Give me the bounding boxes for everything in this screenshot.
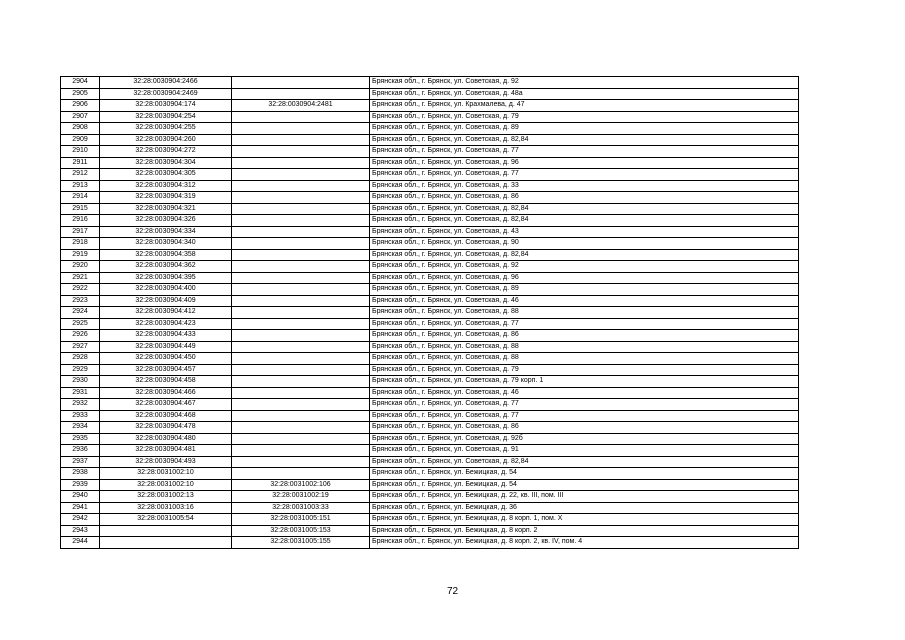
- table-row: [61, 192, 799, 204]
- table-row: [61, 491, 799, 503]
- linked-cadastral-number-cell: [232, 111, 370, 123]
- linked-cadastral-number-cell: 32:28:0031005:151: [232, 514, 370, 526]
- row-number-cell: 2942: [61, 514, 100, 526]
- cadastral-number-cell: 32:28:0030904:272: [100, 146, 232, 158]
- address-cell: Брянская обл., г. Брянск, ул. Советская, д. 86: [370, 192, 799, 204]
- cadastral-number-cell: [100, 537, 232, 549]
- row-number-cell: 2915: [61, 203, 100, 215]
- table-row: [61, 433, 799, 445]
- linked-cadastral-number-cell: [232, 433, 370, 445]
- row-number-cell: 2919: [61, 249, 100, 261]
- address-cell: Брянская обл., г. Брянск, ул. Советская, д. 92: [370, 261, 799, 273]
- cadastral-number-cell: 32:28:0030904:305: [100, 169, 232, 181]
- address-cell: Брянская обл., г. Брянск, ул. Советская, д. 33: [370, 180, 799, 192]
- table-row: [61, 123, 799, 135]
- linked-cadastral-number-cell: 32:28:0031002:19: [232, 491, 370, 503]
- table-row: [61, 203, 799, 215]
- linked-cadastral-number-cell: [232, 284, 370, 296]
- linked-cadastral-number-cell: [232, 169, 370, 181]
- row-number-cell: 2932: [61, 399, 100, 411]
- registry-table: [60, 76, 799, 549]
- row-number-cell: 2940: [61, 491, 100, 503]
- linked-cadastral-number-cell: [232, 261, 370, 273]
- linked-cadastral-number-cell: 32:28:0031005:153: [232, 525, 370, 537]
- row-number-cell: 2933: [61, 410, 100, 422]
- cadastral-number-cell: 32:28:0030904:358: [100, 249, 232, 261]
- linked-cadastral-number-cell: 32:28:0030904:2481: [232, 100, 370, 112]
- table-row: [61, 468, 799, 480]
- linked-cadastral-number-cell: [232, 318, 370, 330]
- cadastral-number-cell: 32:28:0030904:2469: [100, 88, 232, 100]
- address-cell: Брянская обл., г. Брянск, ул. Бежицкая, д. 54: [370, 479, 799, 491]
- table-row: [61, 318, 799, 330]
- cadastral-number-cell: 32:28:0030904:174: [100, 100, 232, 112]
- row-number-cell: 2931: [61, 387, 100, 399]
- page-number: 72: [446, 586, 459, 597]
- cadastral-number-cell: 32:28:0030904:400: [100, 284, 232, 296]
- row-number-cell: 2910: [61, 146, 100, 158]
- address-cell: Брянская обл., г. Брянск, ул. Советская, д. 82,84: [370, 134, 799, 146]
- address-cell: Брянская обл., г. Брянск, ул. Бежицкая, д. 8 корп. 2: [370, 525, 799, 537]
- linked-cadastral-number-cell: [232, 77, 370, 89]
- cadastral-number-cell: 32:28:0030904:450: [100, 353, 232, 365]
- linked-cadastral-number-cell: [232, 88, 370, 100]
- table-row: [61, 180, 799, 192]
- address-cell: Брянская обл., г. Брянск, ул. Советская, д. 91: [370, 445, 799, 457]
- cadastral-number-cell: 32:28:0030904:478: [100, 422, 232, 434]
- address-cell: Брянская обл., г. Брянск, ул. Советская, д. 89: [370, 284, 799, 296]
- address-cell: Брянская обл., г. Брянск, ул. Советская, д. 86: [370, 330, 799, 342]
- row-number-cell: 2906: [61, 100, 100, 112]
- table-row: [61, 479, 799, 491]
- table-row: [61, 410, 799, 422]
- table-row: [61, 88, 799, 100]
- address-cell: Брянская обл., г. Брянск, ул. Советская, д. 43: [370, 226, 799, 238]
- linked-cadastral-number-cell: [232, 249, 370, 261]
- row-number-cell: 2936: [61, 445, 100, 457]
- address-cell: Брянская обл., г. Брянск, ул. Советская, д. 48а: [370, 88, 799, 100]
- cadastral-number-cell: 32:28:0031002:10: [100, 479, 232, 491]
- linked-cadastral-number-cell: [232, 387, 370, 399]
- cadastral-number-cell: 32:28:0030904:409: [100, 295, 232, 307]
- address-cell: Брянская обл., г. Брянск, ул. Советская, д. 77: [370, 318, 799, 330]
- table-row: [61, 364, 799, 376]
- table-row: [61, 284, 799, 296]
- address-cell: Брянская обл., г. Брянск, ул. Советская, д. 86: [370, 422, 799, 434]
- row-number-cell: 2912: [61, 169, 100, 181]
- row-number-cell: 2911: [61, 157, 100, 169]
- cadastral-number-cell: 32:28:0030904:334: [100, 226, 232, 238]
- linked-cadastral-number-cell: [232, 238, 370, 250]
- cadastral-number-cell: 32:28:0030904:480: [100, 433, 232, 445]
- linked-cadastral-number-cell: [232, 410, 370, 422]
- address-cell: Брянская обл., г. Брянск, ул. Советская, д. 92б: [370, 433, 799, 445]
- address-cell: Брянская обл., г. Брянск, ул. Бежицкая, д. 54: [370, 468, 799, 480]
- cadastral-number-cell: 32:28:0030904:362: [100, 261, 232, 273]
- table-row: [61, 169, 799, 181]
- table-row: [61, 157, 799, 169]
- cadastral-number-cell: 32:28:0031002:13: [100, 491, 232, 503]
- table-row: [61, 525, 799, 537]
- table-row: [61, 215, 799, 227]
- linked-cadastral-number-cell: [232, 157, 370, 169]
- row-number-cell: 2929: [61, 364, 100, 376]
- row-number-cell: 2944: [61, 537, 100, 549]
- table-row: [61, 249, 799, 261]
- address-cell: Брянская обл., г. Брянск, ул. Советская, д. 77: [370, 169, 799, 181]
- table-row: [61, 399, 799, 411]
- cadastral-number-cell: 32:28:0030904:412: [100, 307, 232, 319]
- row-number-cell: 2925: [61, 318, 100, 330]
- table-row: [61, 514, 799, 526]
- cadastral-number-cell: 32:28:0031002:10: [100, 468, 232, 480]
- row-number-cell: 2913: [61, 180, 100, 192]
- address-cell: Брянская обл., г. Брянск, ул. Советская, д. 90: [370, 238, 799, 250]
- cadastral-number-cell: 32:28:0030904:481: [100, 445, 232, 457]
- cadastral-number-cell: 32:28:0030904:458: [100, 376, 232, 388]
- address-cell: Брянская обл., г. Брянск, ул. Советская, д. 77: [370, 399, 799, 411]
- registry-table-body: [61, 77, 799, 549]
- linked-cadastral-number-cell: [232, 307, 370, 319]
- address-cell: Брянская обл., г. Брянск, ул. Советская, д. 46: [370, 387, 799, 399]
- table-row: [61, 502, 799, 514]
- row-number-cell: 2924: [61, 307, 100, 319]
- linked-cadastral-number-cell: [232, 180, 370, 192]
- linked-cadastral-number-cell: 32:28:0031005:155: [232, 537, 370, 549]
- table-row: [61, 330, 799, 342]
- linked-cadastral-number-cell: [232, 376, 370, 388]
- row-number-cell: 2907: [61, 111, 100, 123]
- cadastral-number-cell: 32:28:0030904:312: [100, 180, 232, 192]
- table-row: [61, 226, 799, 238]
- row-number-cell: 2941: [61, 502, 100, 514]
- address-cell: Брянская обл., г. Брянск, ул. Советская, д. 46: [370, 295, 799, 307]
- linked-cadastral-number-cell: 32:28:0031002:106: [232, 479, 370, 491]
- address-cell: Брянская обл., г. Брянск, ул. Бежицкая, д. 22, кв. III, пом. III: [370, 491, 799, 503]
- linked-cadastral-number-cell: [232, 468, 370, 480]
- cadastral-number-cell: 32:28:0030904:457: [100, 364, 232, 376]
- linked-cadastral-number-cell: [232, 341, 370, 353]
- address-cell: Брянская обл., г. Брянск, ул. Советская, д. 82,84: [370, 203, 799, 215]
- row-number-cell: 2935: [61, 433, 100, 445]
- table-row: [61, 445, 799, 457]
- table-row: [61, 353, 799, 365]
- table-row: [61, 422, 799, 434]
- row-number-cell: 2927: [61, 341, 100, 353]
- linked-cadastral-number-cell: [232, 123, 370, 135]
- row-number-cell: 2943: [61, 525, 100, 537]
- linked-cadastral-number-cell: [232, 399, 370, 411]
- row-number-cell: 2928: [61, 353, 100, 365]
- cadastral-number-cell: 32:28:0030904:493: [100, 456, 232, 468]
- address-cell: Брянская обл., г. Брянск, ул. Советская, д. 88: [370, 341, 799, 353]
- row-number-cell: 2908: [61, 123, 100, 135]
- row-number-cell: 2918: [61, 238, 100, 250]
- cadastral-number-cell: 32:28:0030904:260: [100, 134, 232, 146]
- cadastral-number-cell: 32:28:0030904:255: [100, 123, 232, 135]
- cadastral-number-cell: 32:28:0031005:54: [100, 514, 232, 526]
- row-number-cell: 2930: [61, 376, 100, 388]
- table-row: [61, 307, 799, 319]
- cadastral-number-cell: 32:28:0030904:423: [100, 318, 232, 330]
- row-number-cell: 2904: [61, 77, 100, 89]
- linked-cadastral-number-cell: [232, 146, 370, 158]
- linked-cadastral-number-cell: [232, 364, 370, 376]
- linked-cadastral-number-cell: [232, 226, 370, 238]
- cadastral-number-cell: 32:28:0031003:16: [100, 502, 232, 514]
- cadastral-number-cell: 32:28:0030904:466: [100, 387, 232, 399]
- row-number-cell: 2939: [61, 479, 100, 491]
- table-row: [61, 146, 799, 158]
- table-row: [61, 295, 799, 307]
- row-number-cell: 2920: [61, 261, 100, 273]
- address-cell: Брянская обл., г. Брянск, ул. Советская, д. 88: [370, 307, 799, 319]
- address-cell: Брянская обл., г. Брянск, ул. Советская, д. 82,84: [370, 215, 799, 227]
- address-cell: Брянская обл., г. Брянск, ул. Советская, д. 79 корп. 1: [370, 376, 799, 388]
- table-row: [61, 238, 799, 250]
- linked-cadastral-number-cell: [232, 422, 370, 434]
- address-cell: Брянская обл., г. Брянск, ул. Советская, д. 96: [370, 157, 799, 169]
- linked-cadastral-number-cell: [232, 134, 370, 146]
- cadastral-number-cell: 32:28:0030904:326: [100, 215, 232, 227]
- address-cell: Брянская обл., г. Брянск, ул. Советская, д. 82,84: [370, 456, 799, 468]
- row-number-cell: 2938: [61, 468, 100, 480]
- table-row: [61, 134, 799, 146]
- address-cell: Брянская обл., г. Брянск, ул. Бежицкая, д. 8 корп. 1, пом. X: [370, 514, 799, 526]
- row-number-cell: 2921: [61, 272, 100, 284]
- address-cell: Брянская обл., г. Брянск, ул. Бежицкая, д. 36: [370, 502, 799, 514]
- linked-cadastral-number-cell: [232, 456, 370, 468]
- row-number-cell: 2923: [61, 295, 100, 307]
- table-row: [61, 272, 799, 284]
- row-number-cell: 2934: [61, 422, 100, 434]
- cadastral-number-cell: 32:28:0030904:2466: [100, 77, 232, 89]
- linked-cadastral-number-cell: [232, 215, 370, 227]
- cadastral-number-cell: 32:28:0030904:254: [100, 111, 232, 123]
- address-cell: Брянская обл., г. Брянск, ул. Советская, д. 77: [370, 410, 799, 422]
- table-row: [61, 111, 799, 123]
- cadastral-number-cell: 32:28:0030904:468: [100, 410, 232, 422]
- linked-cadastral-number-cell: [232, 295, 370, 307]
- cadastral-number-cell: [100, 525, 232, 537]
- cadastral-number-cell: 32:28:0030904:433: [100, 330, 232, 342]
- address-cell: Брянская обл., г. Брянск, ул. Советская, д. 77: [370, 146, 799, 158]
- table-row: [61, 77, 799, 89]
- table-row: [61, 376, 799, 388]
- cadastral-number-cell: 32:28:0030904:321: [100, 203, 232, 215]
- row-number-cell: 2905: [61, 88, 100, 100]
- linked-cadastral-number-cell: 32:28:0031003:33: [232, 502, 370, 514]
- table-row: [61, 261, 799, 273]
- row-number-cell: 2916: [61, 215, 100, 227]
- linked-cadastral-number-cell: [232, 353, 370, 365]
- cadastral-number-cell: 32:28:0030904:449: [100, 341, 232, 353]
- address-cell: Брянская обл., г. Брянск, ул. Советская, д. 92: [370, 77, 799, 89]
- linked-cadastral-number-cell: [232, 272, 370, 284]
- cadastral-number-cell: 32:28:0030904:467: [100, 399, 232, 411]
- address-cell: Брянская обл., г. Брянск, ул. Советская, д. 79: [370, 364, 799, 376]
- linked-cadastral-number-cell: [232, 192, 370, 204]
- table-row: [61, 387, 799, 399]
- address-cell: Брянская обл., г. Брянск, ул. Крахмалева, д. 47: [370, 100, 799, 112]
- linked-cadastral-number-cell: [232, 330, 370, 342]
- address-cell: Брянская обл., г. Брянск, ул. Советская, д. 88: [370, 353, 799, 365]
- row-number-cell: 2937: [61, 456, 100, 468]
- address-cell: Брянская обл., г. Брянск, ул. Советская, д. 79: [370, 111, 799, 123]
- table-row: [61, 456, 799, 468]
- cadastral-number-cell: 32:28:0030904:319: [100, 192, 232, 204]
- linked-cadastral-number-cell: [232, 203, 370, 215]
- table-row: [61, 341, 799, 353]
- cadastral-number-cell: 32:28:0030904:304: [100, 157, 232, 169]
- table-row: [61, 537, 799, 549]
- address-cell: Брянская обл., г. Брянск, ул. Советская, д. 89: [370, 123, 799, 135]
- address-cell: Брянская обл., г. Брянск, ул. Советская, д. 82,84: [370, 249, 799, 261]
- row-number-cell: 2926: [61, 330, 100, 342]
- row-number-cell: 2917: [61, 226, 100, 238]
- cadastral-number-cell: 32:28:0030904:340: [100, 238, 232, 250]
- row-number-cell: 2914: [61, 192, 100, 204]
- address-cell: Брянская обл., г. Брянск, ул. Советская, д. 96: [370, 272, 799, 284]
- cadastral-number-cell: 32:28:0030904:395: [100, 272, 232, 284]
- linked-cadastral-number-cell: [232, 445, 370, 457]
- row-number-cell: 2922: [61, 284, 100, 296]
- table-row: [61, 100, 799, 112]
- address-cell: Брянская обл., г. Брянск, ул. Бежицкая, д. 8 корп. 2, кв. IV, пом. 4: [370, 537, 799, 549]
- row-number-cell: 2909: [61, 134, 100, 146]
